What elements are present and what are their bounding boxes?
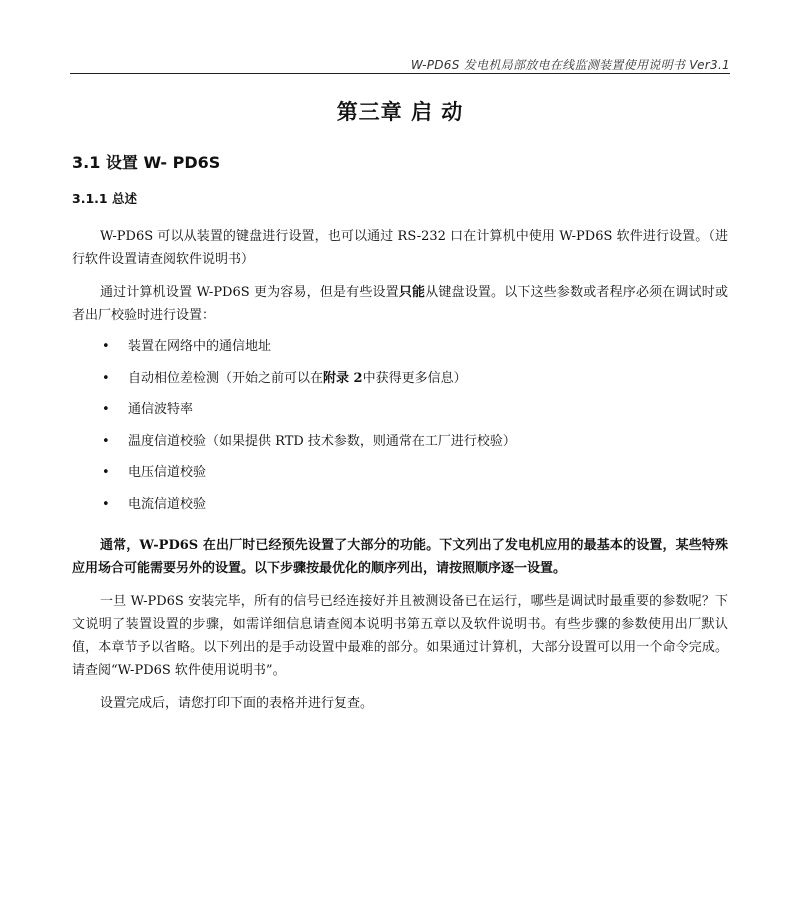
paragraph-installation: 一旦 W-PD6S 安装完毕，所有的信号已经连接好并且被测设备已在运行，哪些是调试时最重要的参数呢？下文说明了装置设置的步骤，如需详细信息请查阅本说明书第五章以及软件说明书。有些步骤的参数使用出厂默认值，本章节予以省略。以下列出的是手动设置中最难的部分。如果通过计算机，大部分设置可以用一个命令完成。请查阅“W-PD6S 软件使用说明书”。 <box>72 594 728 678</box>
list-item <box>72 432 728 464</box>
text-run: 从键盘设置。以下这些参数或者程序必须在调试时或者出厂校验时进行设置： <box>72 285 728 323</box>
paragraph-overview: W-PD6S 可以从装置的键盘进行设置，也可以通过 RS-232 口在计算机中使用 W-PD6S 软件进行设置。（进行软件设置请查阅软件说明书） <box>72 229 728 267</box>
appendix-reference: 附录 2 <box>323 370 363 386</box>
list-item-text: 中获得更多信息） <box>362 370 467 386</box>
list-item-text: 温度信道校验（如果提供 RTD 技术参数，则通常在工厂进行校验） <box>128 433 516 449</box>
paragraph-computer-setup <box>72 281 728 327</box>
bullet-icon: • <box>102 370 110 386</box>
settings-list <box>72 337 728 526</box>
list-item <box>72 337 728 369</box>
list-item-text: 通信波特率 <box>128 402 194 417</box>
list-item <box>72 400 728 432</box>
bullet-icon: • <box>102 339 110 354</box>
list-item <box>72 463 728 495</box>
list-item-text: 电流信道校验 <box>128 496 207 512</box>
paragraph-print-checklist: 设置完成后，请您打印下面的表格并进行复查。 <box>100 696 374 711</box>
paragraph-factory-defaults: 通常，W-PD6S 在出厂时已经预先设置了大部分的功能。下文列出了发电机应用的最基本的设置，某些特殊应用场合可能需要另外的设置。以下步骤按最优化的顺序列出，请按照顺序逐一设置。 <box>72 538 728 576</box>
bullet-icon: • <box>102 433 110 449</box>
list-item <box>72 369 728 401</box>
bullet-icon: • <box>102 496 110 512</box>
text-run: 通过计算机设置 W-PD6S 更为容易，但是有些设置 <box>100 285 399 300</box>
list-item <box>72 495 728 527</box>
subsection-title: 3.1.1 总述 <box>72 191 137 206</box>
bullet-icon: • <box>102 465 110 480</box>
running-header: W-PD6S 发电机局部放电在线监测装置使用说明书 Ver3.1 <box>410 58 730 72</box>
list-item-text: 电压信道校验 <box>128 465 207 480</box>
header-rule <box>70 73 730 74</box>
chapter-title: 第三章 启 动 <box>336 99 464 124</box>
body-text <box>72 225 728 725</box>
emphasis-only: 只能 <box>398 285 426 300</box>
list-item-text: 装置在网络中的通信地址 <box>128 339 272 354</box>
bullet-icon: • <box>102 402 110 417</box>
section-title: 3.1 设置 W- PD6S <box>72 153 221 172</box>
list-item-text: 自动相位差检测（开始之前可以在 <box>128 370 324 386</box>
